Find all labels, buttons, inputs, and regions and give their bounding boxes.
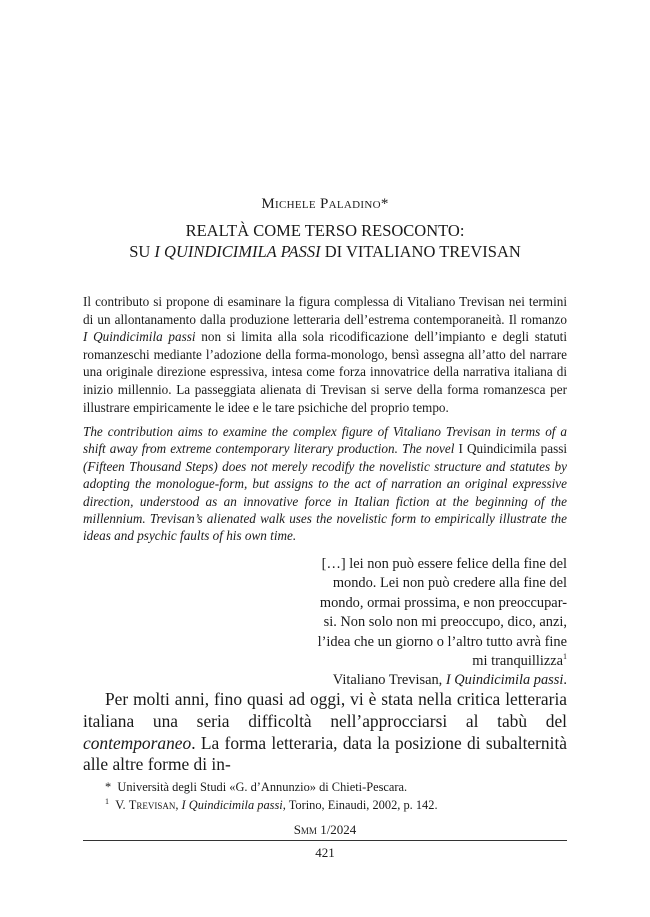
epigraph-line: […] lei non può essere felice della fine del bbox=[321, 556, 567, 572]
footnote-1-sep: , bbox=[175, 798, 182, 812]
author-name-text: Michele Paladino bbox=[261, 196, 381, 212]
author-note-mark: * bbox=[380, 196, 389, 212]
footnote-1 bbox=[105, 796, 567, 814]
abstract-it-italic: I Quindicimila passi bbox=[83, 329, 196, 345]
title-line2-italic: I QUINDICIMILA PASSI bbox=[154, 242, 321, 261]
article-title-line1: REALTÀ COME TERSO RESOCONTO: bbox=[185, 221, 465, 240]
footnote-1-pre: V. bbox=[115, 798, 129, 812]
title-line2-post: DI VITALIANO TREVISAN bbox=[320, 242, 521, 261]
abstract-it-part1: Il contributo si propone di esaminare la figura complessa di Vitaliano Trevisan nei termini di un allontanamento dalla produzione letteraria dell’estrema contemporaneità. Il romanzo bbox=[83, 294, 567, 327]
footer-rule bbox=[83, 840, 567, 841]
footnote-star-mark: * bbox=[105, 780, 112, 794]
footnotes bbox=[105, 778, 567, 814]
body-italic: contemporaneo bbox=[83, 732, 192, 753]
footnote-1-author: Trevisan bbox=[128, 798, 176, 812]
abstract-italian bbox=[83, 293, 567, 416]
attribution-post: . bbox=[563, 672, 567, 689]
epigraph-line: si. Non solo non mi preoccupo, dico, anzi, bbox=[323, 614, 567, 631]
footnote-affiliation bbox=[105, 778, 567, 796]
title-line2-pre: SU bbox=[129, 242, 155, 261]
footnote-star-text: Università degli Studi «G. d’Annunzio» di Chieti-Pescara. bbox=[117, 780, 408, 794]
attribution-pre: Vitaliano Trevisan, bbox=[332, 672, 446, 689]
abstract-en-part2: (Fifteen Thousand Steps) does not merely recodify the novelistic structure and statutes by adopting the monologue-form, but assigns to the act of narration an original expressive direction, understood as an innovative force in Italian fiction at the beginning of the millennium. Trevisan’s alienated walk uses the novelistic form to empirically illustrate the ideas and psychic faults of his own time. bbox=[83, 458, 567, 544]
footnote-1-post: Torino, Einaudi, 2002, p. 142. bbox=[285, 798, 438, 812]
article-title-line2 bbox=[0, 241, 650, 262]
journal-name: Smm bbox=[293, 822, 317, 837]
article-title bbox=[0, 220, 650, 262]
epigraph-line: mondo, ormai prossima, e non preoccupar- bbox=[319, 594, 567, 611]
epigraph-line: mondo. Lei non può credere alla fine del bbox=[332, 575, 567, 592]
journal-footer bbox=[0, 822, 650, 838]
footnote-1-italic: I Quindicimila passi, bbox=[181, 798, 286, 812]
body-part2: . La forma letteraria, data la posizione di subalternità alle altre forme di in- bbox=[83, 732, 567, 775]
attribution-italic: I Quindicimila passi bbox=[445, 672, 564, 689]
epigraph-note-ref: 1 bbox=[563, 652, 567, 662]
journal-issue: 1/2024 bbox=[320, 822, 357, 837]
abstract-english bbox=[83, 423, 567, 545]
epigraph-line-last bbox=[277, 652, 567, 671]
body-part1: Per molti anni, fino quasi ad oggi, vi è stata nella critica letteraria italiana una seria difficoltà nell’approcciarsi al tabù del bbox=[83, 689, 567, 731]
abstract-en-upright: I Quindicimila passi bbox=[458, 441, 567, 457]
epigraph-attribution bbox=[277, 671, 567, 690]
footnote-1-mark: 1 bbox=[105, 796, 109, 806]
epigraph bbox=[277, 555, 567, 691]
abstract-en-part1: The contribution aims to examine the complex figure of Vitaliano Trevisan in terms of a shift away from extreme contemporary literary production. The novel bbox=[83, 424, 567, 457]
body-paragraph bbox=[83, 689, 567, 776]
page-number: 421 bbox=[315, 845, 335, 860]
author-name bbox=[0, 196, 650, 213]
abstract-it-part2: non si limita alla sola ricodificazione dell’impianto e degli statuti romanzeschi mediante l’adozione della forma-monologo, bensì assegna all’atto del narrare una originale direzione espressiva, intesa come forza innovatrice della narrativa italiana di inizio millennio. La passeggiata alienata di Trevisan si serve della forma romanzesca per illustrare empiricamente le idee e le tare psichiche del proprio tempo. bbox=[83, 329, 567, 415]
epigraph-line: l’idea che un giorno o l’altro tutto avrà fine bbox=[317, 633, 567, 650]
epigraph-last-text: mi tranquillizza bbox=[472, 653, 563, 670]
